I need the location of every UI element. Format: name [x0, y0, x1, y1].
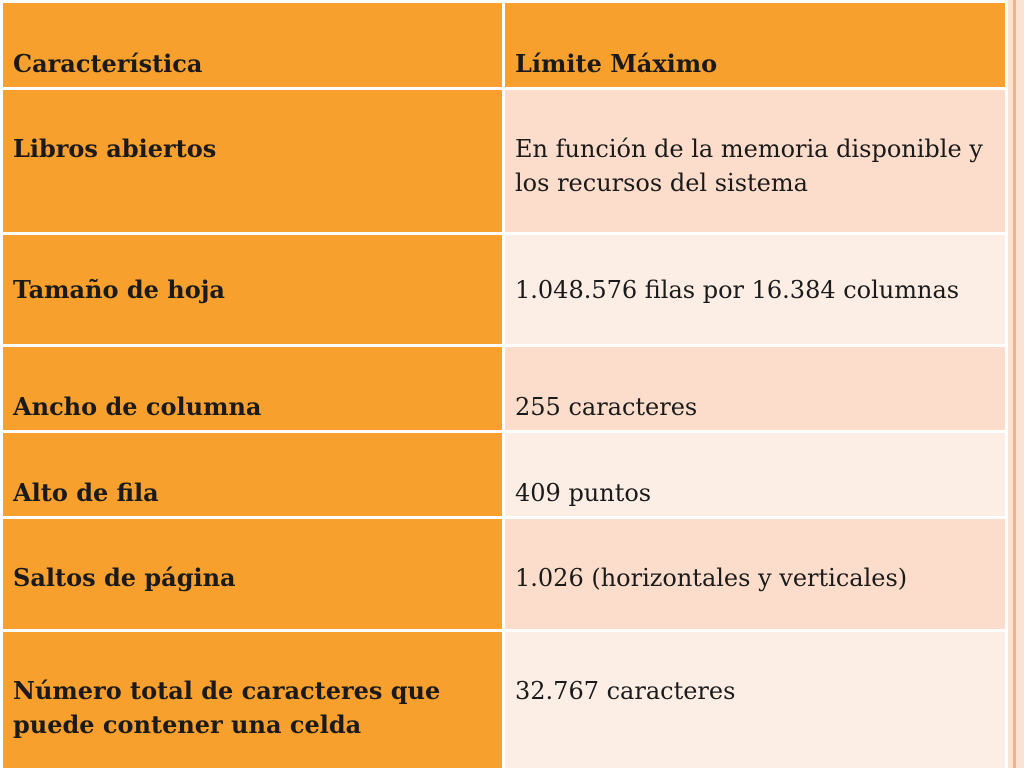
limit-cell: 32.767 caracteres [504, 631, 1007, 768]
table-row [2, 234, 1007, 346]
table-row [2, 432, 1007, 518]
limit-cell: 255 caracteres [504, 346, 1007, 432]
limit-cell: 409 puntos [504, 432, 1007, 518]
limit-cell: 1.026 (horizontales y verticales) [504, 518, 1007, 631]
feature-cell: Saltos de página [2, 518, 504, 631]
table-header-row [2, 2, 1007, 89]
header-feature: Característica [2, 2, 504, 89]
table-row [2, 89, 1007, 234]
table-row [2, 631, 1007, 768]
feature-cell: Número total de caracteres que puede contener una celda [2, 631, 504, 768]
feature-cell: Tamaño de hoja [2, 234, 504, 346]
side-accent-bar [1008, 0, 1024, 768]
table-row [2, 346, 1007, 432]
feature-cell: Alto de fila [2, 432, 504, 518]
limit-cell: En función de la memoria disponible y los recursos del sistema [504, 89, 1007, 234]
feature-cell: Ancho de columna [2, 346, 504, 432]
limit-cell: 1.048.576 filas por 16.384 columnas [504, 234, 1007, 346]
table-row [2, 518, 1007, 631]
header-max-limit: Límite Máximo [504, 2, 1007, 89]
feature-cell: Libros abiertos [2, 89, 504, 234]
side-accent-line [1013, 0, 1016, 768]
